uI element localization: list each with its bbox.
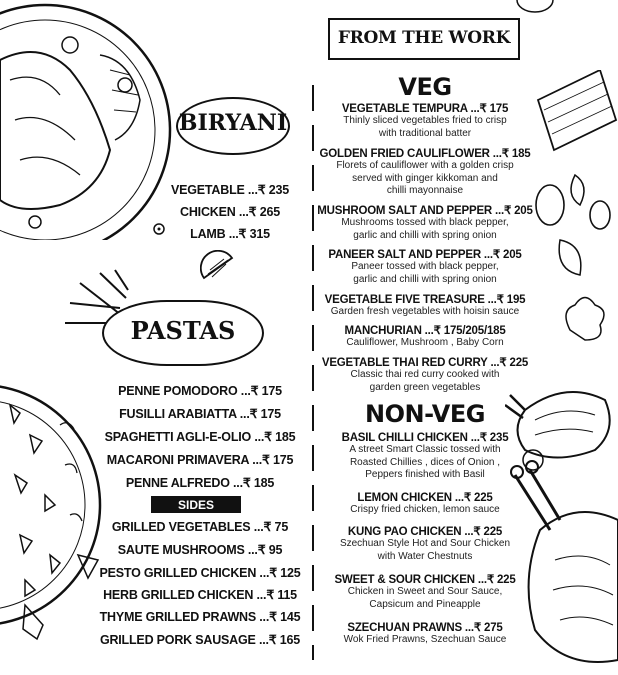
nonveg-item-name: SWEET & SOUR CHICKEN ...₹ 225 xyxy=(334,574,516,586)
veg-item-name: MANCHURIAN ...₹ 175/205/185 xyxy=(344,325,506,337)
lemon-slice-icon xyxy=(200,250,236,282)
biryani-item: LAMB ...₹ 315 xyxy=(190,227,270,241)
veg-item-desc: Thinly sliced vegetables fried to crisp with traditional batter xyxy=(343,115,507,139)
nonveg-item-name: LEMON CHICKEN ...₹ 225 xyxy=(357,492,493,504)
veg-item-name: GOLDEN FRIED CAULIFLOWER ...₹ 185 xyxy=(319,148,531,160)
pasta-item: PENNE POMODORO ...₹ 175 xyxy=(118,384,282,398)
nonveg-title: NON-VEG xyxy=(365,400,485,428)
side-item: HERB GRILLED CHICKEN ...₹ 115 xyxy=(103,588,297,602)
veg-item-name: MUSHROOM SALT AND PEPPER ...₹ 205 xyxy=(317,205,533,217)
pasta-item: MACARONI PRIMAVERA ...₹ 175 xyxy=(106,453,294,467)
biryani-list xyxy=(160,182,300,252)
veg-item-desc: Garden fresh vegetables with hoisin sauce xyxy=(330,306,520,317)
garnish-illustrations xyxy=(530,70,618,370)
veg-item-name: PANEER SALT AND PEPPER ...₹ 205 xyxy=(328,249,522,261)
nonveg-item-name: BASIL CHILLI CHICKEN ...₹ 235 xyxy=(341,432,509,444)
veg-item-name: VEGETABLE FIVE TREASURE ...₹ 195 xyxy=(324,294,526,306)
header-banner xyxy=(328,18,520,60)
veg-item-name: VEGETABLE THAI RED CURRY ...₹ 225 xyxy=(321,357,529,369)
nonveg-item-name: SZECHUAN PRAWNS ...₹ 275 xyxy=(347,622,503,634)
sides-title: SIDES xyxy=(177,498,214,512)
pasta-plate-illustration xyxy=(0,365,110,665)
side-item: GRILLED VEGETABLES ...₹ 75 xyxy=(111,520,289,534)
pasta-item: FUSILLI ARABIATTA ...₹ 175 xyxy=(119,407,281,421)
pasta-item: PENNE ALFREDO ...₹ 185 xyxy=(125,476,275,490)
side-item: PESTO GRILLED CHICKEN ...₹ 125 xyxy=(99,566,301,580)
veg-title: VEG xyxy=(398,73,452,101)
nonveg-item-desc: Szechuan Style Hot and Sour Chicken with Water Chestnuts xyxy=(339,538,511,562)
biryani-item: CHICKEN ...₹ 265 xyxy=(180,205,280,219)
pastas-title: PASTAS xyxy=(130,316,236,345)
biryani-title: BIRYANI xyxy=(178,110,288,136)
corner-circle-decoration xyxy=(515,0,555,14)
veg-item-name: VEGETABLE TEMPURA ...₹ 175 xyxy=(341,103,509,115)
nonveg-item-desc: Crispy fried chicken, lemon sauce xyxy=(350,504,500,515)
header-title: FROM THE WORK xyxy=(337,28,511,48)
side-item: GRILLED PORK SAUSAGE ...₹ 165 xyxy=(99,633,301,647)
veg-item-desc: Florets of cauliflower with a golden crisp served with ginger kikkoman and chilli mayonnaise xyxy=(336,160,514,197)
veg-item-desc: Classic thai red curry cooked with garden green vegetables xyxy=(350,369,500,393)
sides-header xyxy=(151,496,241,513)
biryani-plate-illustration xyxy=(0,0,180,240)
biryani-item: VEGETABLE ...₹ 235 xyxy=(170,183,290,197)
nonveg-item-desc: Wok Fried Prawns, Szechuan Sauce xyxy=(343,634,507,645)
nonveg-item-desc: A street Smart Classic tossed with Roasted Chillies , dices of Onion , Peppers finished with Basil xyxy=(349,444,501,481)
veg-item-desc: Mushrooms tossed with black pepper, garlic and chilli with spring onion xyxy=(341,217,509,241)
nonveg-item-desc: Chicken in Sweet and Sour Sauce, Capsicum and Pineapple xyxy=(347,586,503,610)
sides-list xyxy=(95,519,305,654)
veg-item-desc: Paneer tossed with black pepper, garlic and chilli with spring onion xyxy=(351,261,499,285)
nonveg-item-name: KUNG PAO CHICKEN ...₹ 225 xyxy=(347,526,503,538)
veg-item-desc: Cauliflower, Mushroom , Baby Corn xyxy=(346,337,504,348)
pastas-list xyxy=(95,383,305,503)
biryani-bubble xyxy=(176,97,290,155)
side-item: SAUTE MUSHROOMS ...₹ 95 xyxy=(117,543,283,557)
pasta-item: SPAGHETTI AGLI-E-OLIO ...₹ 185 xyxy=(104,430,296,444)
side-item: THYME GRILLED PRAWNS ...₹ 145 xyxy=(99,610,301,624)
pastas-bubble xyxy=(102,300,264,366)
